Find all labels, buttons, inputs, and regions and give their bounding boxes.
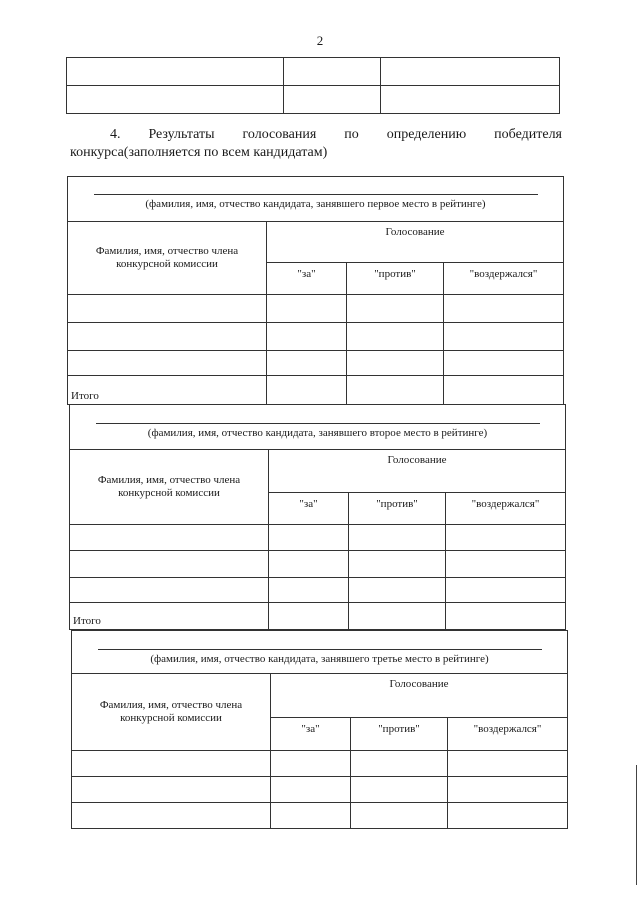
option-against: "против" xyxy=(347,263,444,295)
candidate-1-name-box xyxy=(67,176,564,222)
table-cell xyxy=(349,525,446,551)
total-label: Итого xyxy=(70,603,269,630)
table-cell xyxy=(72,777,271,803)
table-cell xyxy=(446,578,566,603)
table-cell xyxy=(347,351,444,376)
table-header-row xyxy=(70,450,566,493)
table-cell xyxy=(70,578,269,603)
heading-word: голосования xyxy=(242,127,317,142)
name-entry-line xyxy=(98,649,542,650)
table-cell xyxy=(67,86,284,114)
table-row xyxy=(68,351,564,376)
table-cell xyxy=(269,603,349,630)
table-cell xyxy=(68,351,267,376)
candidate-1-vote-table xyxy=(67,221,564,405)
table-cell xyxy=(267,376,347,405)
table-cell xyxy=(271,803,351,829)
table-cell xyxy=(446,603,566,630)
candidate-2-name-box xyxy=(69,404,566,450)
table-cell xyxy=(347,376,444,405)
option-against: "против" xyxy=(349,493,446,525)
member-column-header xyxy=(70,450,269,525)
table-row xyxy=(67,58,560,86)
table-row xyxy=(70,578,566,603)
table-cell xyxy=(351,751,448,777)
name-entry-line xyxy=(96,423,540,424)
option-for: "за" xyxy=(267,263,347,295)
member-header-line: конкурсной комиссии xyxy=(118,487,220,499)
table-cell xyxy=(349,551,446,578)
table-cell xyxy=(351,803,448,829)
table-cell xyxy=(284,58,381,86)
table-cell xyxy=(448,777,568,803)
table-cell xyxy=(444,323,564,351)
heading-word: победителя xyxy=(494,127,562,142)
table-cell xyxy=(347,295,444,323)
table-cell xyxy=(446,525,566,551)
page-number: 2 xyxy=(316,33,324,48)
heading-word: определению xyxy=(386,127,467,142)
table-cell xyxy=(347,323,444,351)
table-row xyxy=(70,525,566,551)
table-cell xyxy=(349,578,446,603)
table-cell xyxy=(444,351,564,376)
table-cell xyxy=(67,58,284,86)
table-cell xyxy=(68,323,267,351)
option-abstained: "воздержался" xyxy=(446,493,566,525)
table-cell xyxy=(271,777,351,803)
table-header-row xyxy=(68,222,564,263)
heading-line-2: конкурса(заполняется по всем кандидатам) xyxy=(70,145,328,160)
vote-column-header: Голосование xyxy=(271,674,568,718)
table-cell xyxy=(271,751,351,777)
table-cell xyxy=(269,578,349,603)
member-header-line: конкурсной комиссии xyxy=(116,258,218,270)
table-cell xyxy=(267,295,347,323)
option-for: "за" xyxy=(269,493,349,525)
member-column-header xyxy=(68,222,267,295)
table-cell xyxy=(448,803,568,829)
table-cell xyxy=(269,551,349,578)
member-header-line: Фамилия, имя, отчество члена xyxy=(97,474,241,486)
section-heading xyxy=(70,126,562,162)
section-number: 4. xyxy=(110,127,121,142)
candidate-1-caption: (фамилия, имя, отчество кандидата, занявшего первое место в рейтинге) xyxy=(145,198,486,210)
member-header-line: Фамилия, имя, отчество члена xyxy=(99,699,243,711)
table-row xyxy=(70,551,566,578)
table-row xyxy=(68,295,564,323)
candidate-3-vote-table xyxy=(71,673,568,829)
table-cell xyxy=(68,295,267,323)
table-cell xyxy=(267,351,347,376)
candidate-3-name-box xyxy=(71,630,568,674)
table-header-row xyxy=(72,674,568,718)
table-cell xyxy=(444,376,564,405)
table-cell xyxy=(444,295,564,323)
candidate-2-caption: (фамилия, имя, отчество кандидата, занявшего второе место в рейтинге) xyxy=(147,427,488,439)
option-for: "за" xyxy=(271,718,351,751)
total-row xyxy=(70,603,566,630)
heading-word: по xyxy=(344,127,359,142)
table-row xyxy=(68,323,564,351)
option-against: "против" xyxy=(351,718,448,751)
table-cell xyxy=(351,777,448,803)
table-row xyxy=(72,803,568,829)
scan-edge-line xyxy=(636,765,637,885)
total-row xyxy=(68,376,564,405)
table-cell xyxy=(267,323,347,351)
table-row xyxy=(72,777,568,803)
table-cell xyxy=(448,751,568,777)
name-entry-line xyxy=(94,194,538,195)
table-cell xyxy=(284,86,381,114)
total-label: Итого xyxy=(68,376,267,405)
table-cell xyxy=(70,551,269,578)
member-header-line: Фамилия, имя, отчество члена xyxy=(95,245,239,257)
table-cell xyxy=(381,86,560,114)
table-cell xyxy=(269,525,349,551)
previous-table xyxy=(66,57,560,114)
option-abstained: "воздержался" xyxy=(444,263,564,295)
table-row xyxy=(72,751,568,777)
vote-column-header: Голосование xyxy=(267,222,564,263)
table-cell xyxy=(381,58,560,86)
table-cell xyxy=(72,751,271,777)
candidate-2-vote-table xyxy=(69,449,566,630)
table-row xyxy=(67,86,560,114)
vote-column-header: Голосование xyxy=(269,450,566,493)
table-cell xyxy=(72,803,271,829)
member-header-line: конкурсной комиссии xyxy=(120,712,222,724)
table-cell xyxy=(349,603,446,630)
member-column-header xyxy=(72,674,271,751)
option-abstained: "воздержался" xyxy=(448,718,568,751)
candidate-3-caption: (фамилия, имя, отчество кандидата, занявшего третье место в рейтинге) xyxy=(150,653,489,665)
table-cell xyxy=(446,551,566,578)
heading-word: Результаты xyxy=(148,127,215,142)
table-cell xyxy=(70,525,269,551)
